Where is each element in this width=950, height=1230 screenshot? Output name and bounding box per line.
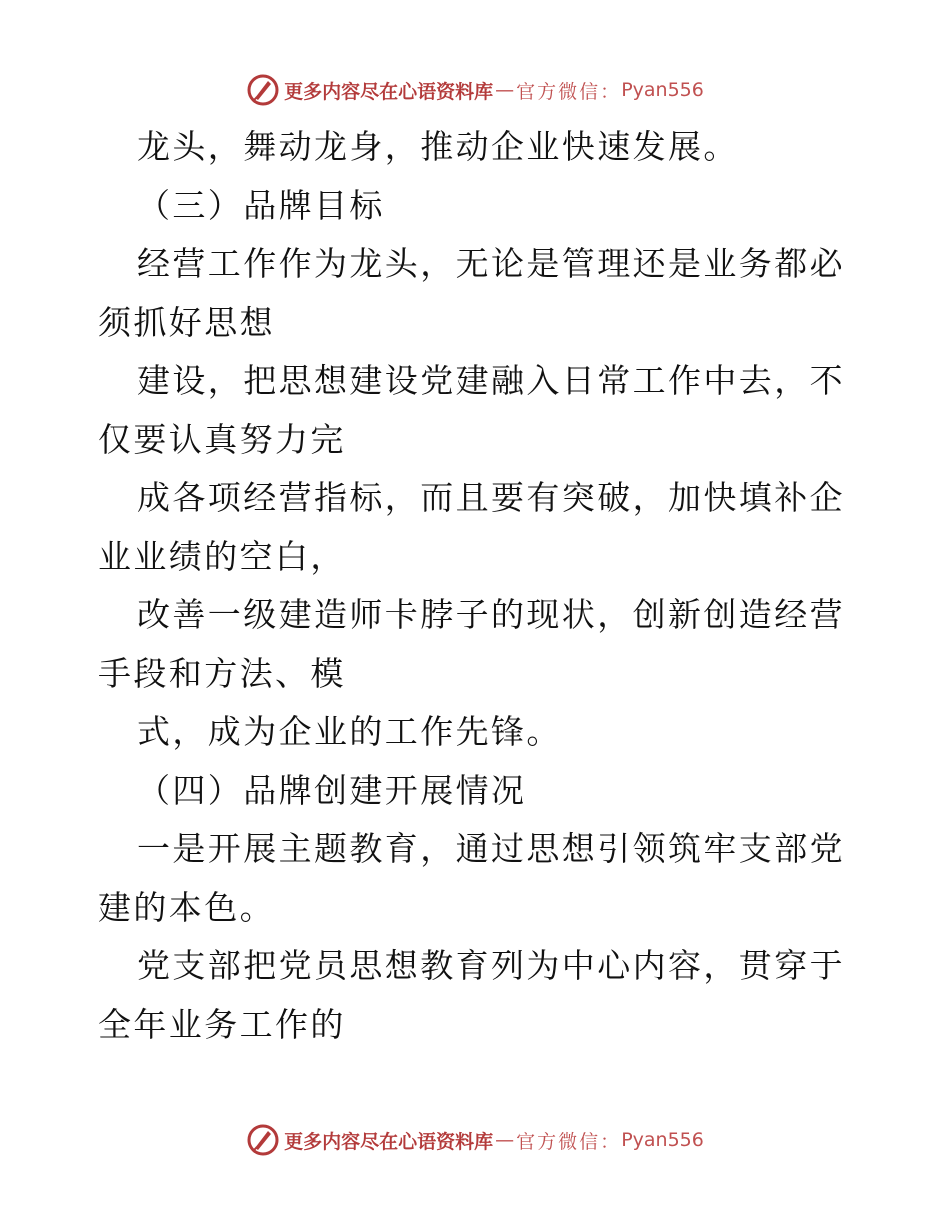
quill-logo-icon bbox=[246, 1123, 280, 1157]
paragraph: 党支部把党员思想教育列为中心内容，贯穿于全年业务工作的 bbox=[98, 946, 845, 1044]
section-heading: （四）品牌创建开展情况 bbox=[137, 770, 527, 810]
watermark-brand-text: 更多内容尽在心语资料库 bbox=[284, 80, 494, 103]
paragraph: 一是开展主题教育，通过思想引领筑牢支部党建的本色。 bbox=[98, 829, 845, 927]
paragraph: 建设，把思想建设党建融入日常工作中去，不仅要认真努力完 bbox=[98, 361, 845, 459]
paragraph: 龙头，舞动龙身，推动企业快速发展。 bbox=[137, 127, 739, 166]
paragraph: 式，成为企业的工作先锋。 bbox=[137, 712, 562, 751]
watermark-wechat-label: 官方微信： bbox=[516, 80, 622, 103]
header-watermark bbox=[0, 70, 950, 110]
watermark-wechat-id: Pyan556 bbox=[621, 79, 704, 101]
paragraph: 成各项经营指标，而且要有突破，加快填补企业业绩的空白， bbox=[98, 478, 845, 576]
watermark-brand-text: 更多内容尽在心语资料库 bbox=[284, 1130, 494, 1153]
footer-watermark bbox=[0, 1120, 950, 1160]
watermark-wechat-id: Pyan556 bbox=[621, 1129, 704, 1151]
watermark-dash: — bbox=[495, 1129, 515, 1151]
watermark-wechat-label: 官方微信： bbox=[516, 1130, 622, 1153]
section-heading: （三）品牌目标 bbox=[137, 185, 385, 225]
quill-logo-icon bbox=[246, 73, 280, 107]
watermark-dash: — bbox=[495, 79, 515, 101]
document-body bbox=[98, 118, 858, 1054]
paragraph: 经营工作作为龙头，无论是管理还是业务都必须抓好思想 bbox=[98, 244, 845, 342]
paragraph: 改善一级建造师卡脖子的现状，创新创造经营手段和方法、模 bbox=[98, 595, 845, 693]
